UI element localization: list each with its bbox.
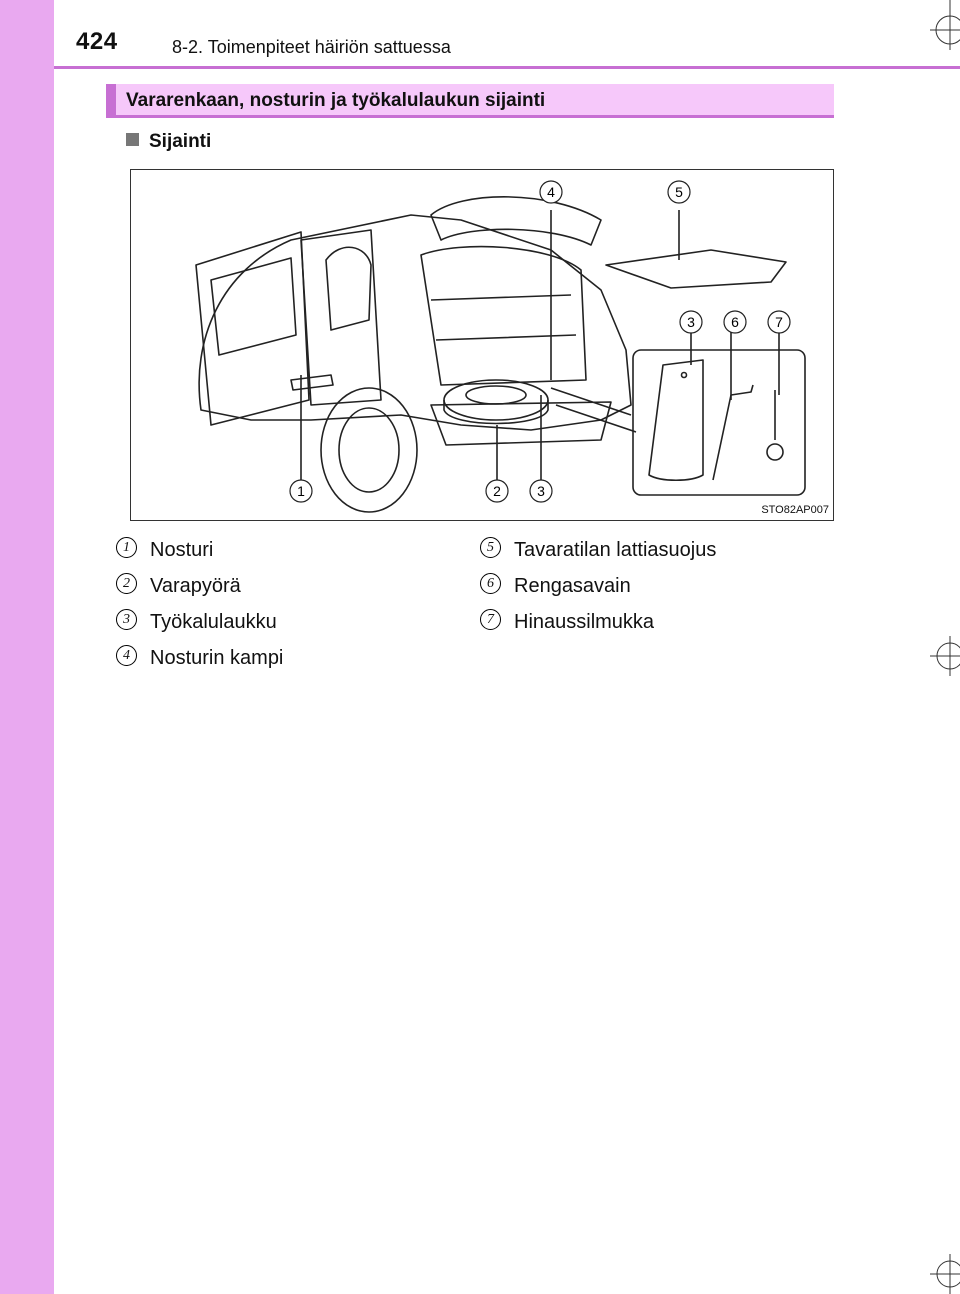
legend-number: 1 [116,537,137,558]
crop-mark-bottom-right [930,1254,960,1294]
crop-mark-middle-right [930,636,960,676]
vehicle-illustration [130,169,834,521]
header-rule [54,66,960,69]
legend-number: 3 [116,609,137,630]
legend-label: Hinaussilmukka [514,611,655,633]
callout-7: 7 [775,314,783,330]
car-line-drawing [131,170,833,520]
chapter-title: 8-2. Toimenpiteet häiriön sattuessa [172,37,451,57]
callout-6: 6 [731,314,739,330]
section-heading-text: Vararenkaan, nosturin ja työkalulaukun sijainti [126,90,546,111]
legend-number: 4 [116,645,137,666]
subheading-text: Sijainti [149,131,212,152]
legend-label: Tavaratilan lattiasuojus [514,539,717,561]
legend-label: Nosturin kampi [150,647,284,669]
legend-label: Varapyörä [150,575,241,597]
legend-number: 5 [480,537,501,558]
page-number: 424 [76,28,118,55]
callout-1: 1 [297,483,305,499]
callout-4: 4 [547,184,555,200]
legend-label: Työkalulaukku [150,611,277,633]
legend-number: 7 [480,609,501,630]
legend-label: Rengasavain [514,575,631,597]
callout-5: 5 [675,184,683,200]
callout-2: 2 [493,483,501,499]
callout-3: 3 [537,483,545,499]
figure-code: STO82AP007 [761,504,829,516]
square-bullet-icon [126,133,139,146]
side-color-band [0,0,54,1294]
subheading [126,131,211,153]
legend-number: 6 [480,573,501,594]
legend-label: Nosturi [150,539,214,561]
crop-mark-top-right [930,0,960,50]
section-heading [106,84,834,118]
legend-number: 2 [116,573,137,594]
callout-3-inset: 3 [687,314,695,330]
